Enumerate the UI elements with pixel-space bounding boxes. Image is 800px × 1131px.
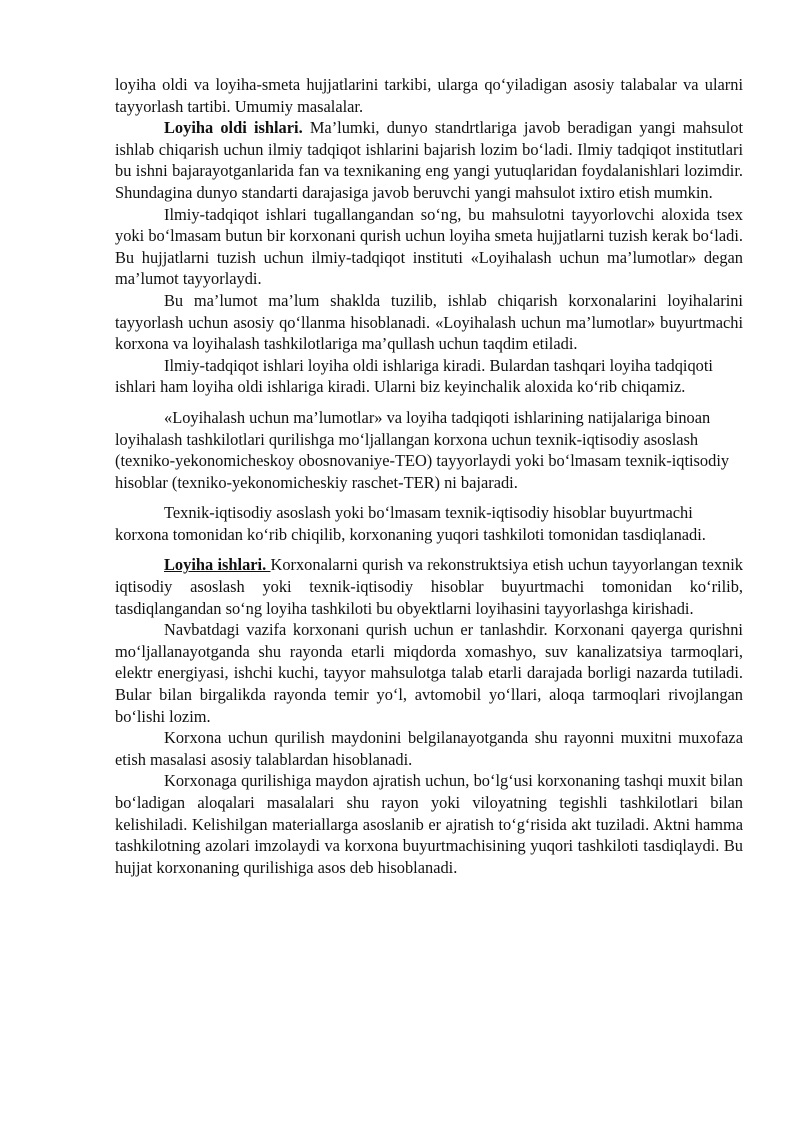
paragraph-feasibility-study: «Loyihalash uchun ma’lumotlar» va loyiha tadqiqoti ishlarining natijalariga binoan loyihalash tashkilotlari qurilishga mo‘ljallangan korxona uchun texnik-iqtisodiy asoslash (texniko-yekonomicheskoy obosnovaniye-TEO) tayyorlaydi yoki bo‘lmasam texnik-iqtisodiy hisoblar (texniko-yekonomicheskiy raschet-TER) ni bajaradi. bbox=[115, 407, 730, 492]
paragraph-land-allocation: Korxonaga qurilishiga maydon ajratish uchun, bo‘lg‘usi korxonaning tashqi muxit bilan bo‘ladigan aloqalari masalalari shu rayon yoki viloyatning tegishli tashkilotlari bilan kelishiladi. Kelishilgan materiallarga asoslanib er ajratish to‘g‘risida akt tuziladi. Aktni hamma tashkilotning azolari imzolaydi va korxona buyurtmachisining yuqori tashkiloti tasdiqlaydi. Bu hujjat korxonaning qurilishiga asos deb hisoblanadi. bbox=[115, 771, 743, 877]
heading-project-work: Loyiha ishlari. bbox=[164, 555, 271, 575]
paragraph-research-scope: Ilmiy-tadqiqot ishlari loyiha oldi ishlariga kiradi. Bulardan tashqari loyiha tadqiqoti ishlari ham loyiha oldi ishlariga kiradi. Ularni biz keyinchalik aloxida ko‘rib chiqamiz. bbox=[115, 355, 713, 397]
paragraph-research-completion: Ilmiy-tadqiqot ishlari tugallangandan so‘ng, bu mahsulotni tayyorlovchi aloxida tsex yoki bo‘lmasam butun bir korxonani qurish uchun loyiha smeta hujjatlarni tuzish kerak bo‘ladi. Bu hujjatlarni tuzish uchun ilmiy-tadqiqot instituti «Loyihalash uchun ma’lumotlar» degan ma’lumot tayyorlaydi. bbox=[115, 204, 743, 289]
paragraph-intro: loyiha oldi va loyiha-smeta hujjatlarini tarkibi, ularga qo‘yiladigan asosiy talabalar va ularni tayyorlash tartibi. Umumiy masalalar. bbox=[115, 75, 743, 116]
paragraph-pre-project-work-body: Ma’lumki, dunyo standrtlariga javob beradigan yangi mahsulot ishlab chiqarish uchun ilmiy tadqiqot ishlarini bajarish lozim bo‘ladi. Ilmiy tadqiqot institutlari bu ishni bajarayotganlarida fan va texnikaning eng yangi yutuqlaridan foydalanishlari lozimdir. Shundagina dunyo standarti darajasiga javob beruvchi yangi mahsulot ixtiro etish mumkin. bbox=[115, 118, 743, 202]
paragraph-feasibility-approval: Texnik-iqtisodiy asoslash yoki bo‘lmasam texnik-iqtisodiy hisoblar buyurtmachi korxona tomonidan ko‘rib chiqilib, korxonaning yuqori tashkiloti tomonidan tasdiqlanadi. bbox=[115, 503, 706, 544]
paragraph-project-work bbox=[115, 554, 743, 619]
document-page bbox=[115, 74, 743, 878]
heading-pre-project-work: Loyiha oldi ishlari. bbox=[164, 118, 303, 138]
paragraph-design-data: Bu ma’lumot ma’lum shaklda tuzilib, ishlab chiqarish korxonalarini loyihalarini tayyorlash uchun asosiy qo‘llanma hisoblanadi. «Loyihalash uchun ma’lumotlar» buyurtmachi korxona va loyihalash tashkilotlariga ma’qullash uchun taqdim etiladi. bbox=[115, 290, 743, 354]
paragraph-site-selection: Navbatdagi vazifa korxonani qurish uchun er tanlashdir. Korxonani qayerga qurishni mo‘ljallanayotganda shu rayonda etarli miqdorda xomashyo, suv kanalizatsiya tarmoqlari, elektr energiyasi, ishchi kuchi, tayyor mahsulotga talab etarli darajada borligi nazarda tutiladi. Bular bilan birgalikda rayonda temir yo‘l, avtomobil yo‘llari, aloqa tarmoqlari rivojlangan bo‘lishi lozim. bbox=[115, 620, 743, 726]
paragraph-project-work-body: Korxonalarni qurish va rekonstruktsiya etish uchun tayyorlangan texnik iqtisodiy asoslash yoki texnik-iqtisodiy hisoblar buyurtmachi tomonidan ko‘rilib, tasdiqlangandan so‘ng loyiha tashkiloti bu obyektlarni loyihasini tayyorlashga kirishadi. bbox=[115, 555, 743, 618]
paragraph-environment-protection: Korxona uchun qurilish maydonini belgilanayotganda shu rayonni muxitni muxofaza etish masalasi asosiy talablardan hisoblanadi. bbox=[115, 728, 743, 769]
paragraph-pre-project-work bbox=[115, 117, 743, 203]
